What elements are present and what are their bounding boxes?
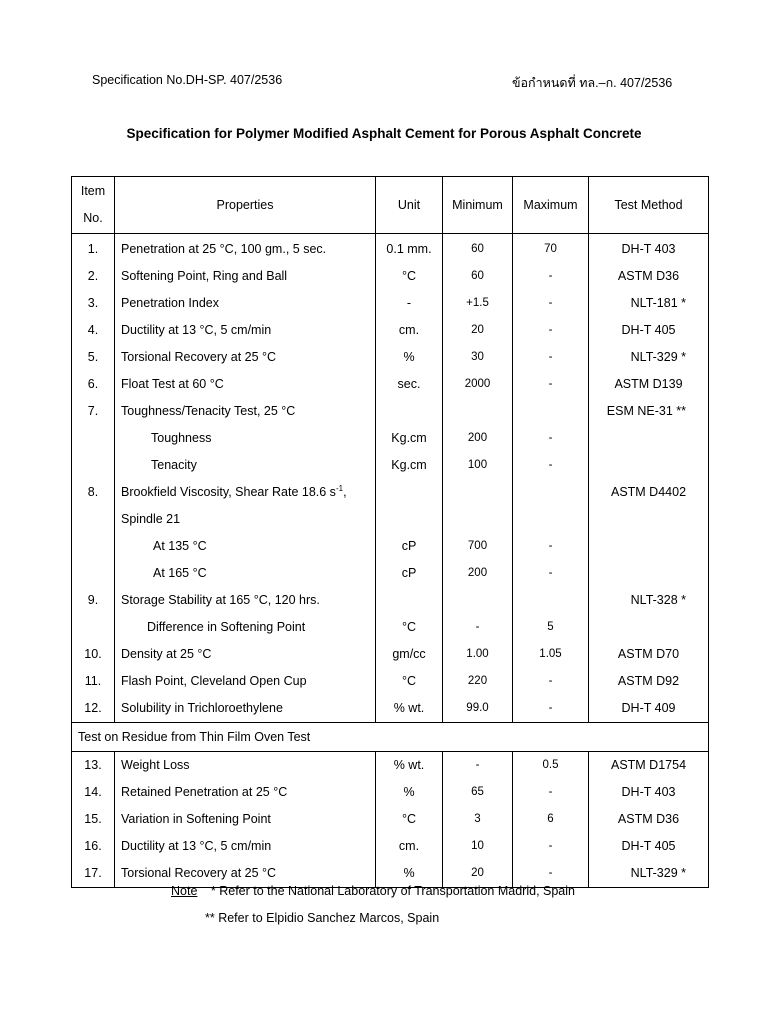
property-cell: Spindle 21 xyxy=(115,506,376,533)
property-superscript: -1 xyxy=(335,484,344,493)
minimum-cell: - xyxy=(443,614,513,641)
unit-cell: cm. xyxy=(376,317,443,344)
test-method-cell: DH-T 405 xyxy=(589,833,709,860)
test-method-cell: NLT-181 * xyxy=(589,290,709,317)
maximum-cell: 6 xyxy=(513,806,589,833)
item-no xyxy=(72,560,115,587)
minimum-cell: 700 xyxy=(443,533,513,560)
note-label: Note xyxy=(171,884,198,898)
unit-cell: °C xyxy=(376,614,443,641)
test-method-cell xyxy=(589,452,709,479)
minimum-cell: 1.00 xyxy=(443,641,513,668)
test-method-cell: DH-T 403 xyxy=(589,234,709,264)
table-row xyxy=(72,344,709,371)
property-cell: Ductility at 13 °C, 5 cm/min xyxy=(115,317,376,344)
table-row xyxy=(72,234,709,264)
table-row xyxy=(72,752,709,780)
table-row xyxy=(72,668,709,695)
specification-table xyxy=(71,176,709,888)
maximum-cell: 5 xyxy=(513,614,589,641)
item-no: 1. xyxy=(72,234,115,264)
item-no xyxy=(72,614,115,641)
property-cell: Softening Point, Ring and Ball xyxy=(115,263,376,290)
property-cell: Ductility at 13 °C, 5 cm/min xyxy=(115,833,376,860)
table-row xyxy=(72,806,709,833)
maximum-cell xyxy=(513,587,589,614)
maximum-cell: - xyxy=(513,425,589,452)
table-row xyxy=(72,452,709,479)
property-cell: Variation in Softening Point xyxy=(115,806,376,833)
header-minimum: Minimum xyxy=(443,177,513,234)
table-row xyxy=(72,506,709,533)
property-cell: Float Test at 60 °C xyxy=(115,371,376,398)
maximum-cell: - xyxy=(513,290,589,317)
header-maximum: Maximum xyxy=(513,177,589,234)
spec-number-thai: ข้อกำหนดที่ ทล.–ก. 407/2536 xyxy=(512,76,673,90)
maximum-cell: - xyxy=(513,860,589,888)
unit-cell xyxy=(376,479,443,506)
unit-cell: Kg.cm xyxy=(376,452,443,479)
item-no: 17. xyxy=(72,860,115,888)
property-cell: Retained Penetration at 25 °C xyxy=(115,779,376,806)
maximum-cell: - xyxy=(513,695,589,723)
maximum-cell xyxy=(513,398,589,425)
header-test-method: Test Method xyxy=(589,177,709,234)
table-row xyxy=(72,479,709,506)
test-method-cell: ASTM D70 xyxy=(589,641,709,668)
property-cell: Solubility in Trichloroethylene xyxy=(115,695,376,723)
minimum-cell: 2000 xyxy=(443,371,513,398)
minimum-cell: 10 xyxy=(443,833,513,860)
item-no xyxy=(72,506,115,533)
test-method-cell: DH-T 405 xyxy=(589,317,709,344)
minimum-cell: 20 xyxy=(443,317,513,344)
section-row xyxy=(72,723,709,752)
property-text: Brookfield Viscosity, Shear Rate 18.6 s xyxy=(121,485,336,499)
property-cell: Storage Stability at 165 °C, 120 hrs. xyxy=(115,587,376,614)
minimum-cell: 65 xyxy=(443,779,513,806)
note-1-text: * Refer to the National Laboratory of Transportation Madrid, Spain xyxy=(210,884,575,898)
maximum-cell: - xyxy=(513,533,589,560)
unit-cell: °C xyxy=(376,668,443,695)
test-method-cell: NLT-329 * xyxy=(589,860,709,888)
minimum-cell: +1.5 xyxy=(443,290,513,317)
document-title: Specification for Polymer Modified Asphalt Cement for Porous Asphalt Concrete xyxy=(126,126,642,141)
test-method-cell xyxy=(589,533,709,560)
test-method-cell: NLT-328 * xyxy=(589,587,709,614)
maximum-cell: - xyxy=(513,779,589,806)
property-cell: Density at 25 °C xyxy=(115,641,376,668)
minimum-cell xyxy=(443,587,513,614)
maximum-cell: - xyxy=(513,263,589,290)
unit-cell: % xyxy=(376,344,443,371)
property-cell: Toughness xyxy=(115,425,376,452)
maximum-cell: - xyxy=(513,560,589,587)
minimum-cell: 100 xyxy=(443,452,513,479)
unit-cell: gm/cc xyxy=(376,641,443,668)
table-row xyxy=(72,779,709,806)
minimum-cell: 30 xyxy=(443,344,513,371)
unit-cell: cP xyxy=(376,533,443,560)
maximum-cell: - xyxy=(513,371,589,398)
item-no: 8. xyxy=(72,479,115,506)
maximum-cell xyxy=(513,506,589,533)
section-title: Test on Residue from Thin Film Oven Test xyxy=(72,723,709,752)
spec-number: Specification No.DH-SP. 407/2536 xyxy=(92,73,283,87)
item-no: 15. xyxy=(72,806,115,833)
maximum-cell: 0.5 xyxy=(513,752,589,780)
test-method-cell xyxy=(589,560,709,587)
item-no: 13. xyxy=(72,752,115,780)
table-row xyxy=(72,371,709,398)
minimum-cell: - xyxy=(443,752,513,780)
table-row xyxy=(72,290,709,317)
test-method-cell: ASTM D36 xyxy=(589,263,709,290)
header-unit: Unit xyxy=(376,177,443,234)
item-no: 14. xyxy=(72,779,115,806)
test-method-cell: DH-T 403 xyxy=(589,779,709,806)
table-row xyxy=(72,560,709,587)
item-no xyxy=(72,533,115,560)
minimum-cell: 60 xyxy=(443,263,513,290)
item-no: 16. xyxy=(72,833,115,860)
header-item-no: Item No. xyxy=(72,177,115,234)
property-cell: Flash Point, Cleveland Open Cup xyxy=(115,668,376,695)
property-cell: At 135 °C xyxy=(115,533,376,560)
table-row xyxy=(72,833,709,860)
unit-cell: sec. xyxy=(376,371,443,398)
minimum-cell xyxy=(443,398,513,425)
unit-cell: 0.1 mm. xyxy=(376,234,443,264)
test-method-cell: ESM NE-31 ** xyxy=(589,398,709,425)
property-cell: Penetration Index xyxy=(115,290,376,317)
note-2: ** Refer to Elpidio Sanchez Marcos, Spain xyxy=(205,911,440,925)
test-method-cell: ASTM D139 xyxy=(589,371,709,398)
minimum-cell: 220 xyxy=(443,668,513,695)
item-no xyxy=(72,452,115,479)
unit-cell: % wt. xyxy=(376,695,443,723)
unit-cell xyxy=(376,587,443,614)
property-cell: Torsional Recovery at 25 °C xyxy=(115,344,376,371)
test-method-cell xyxy=(589,506,709,533)
property-cell: Toughness/Tenacity Test, 25 °C xyxy=(115,398,376,425)
table-row xyxy=(72,641,709,668)
table-row xyxy=(72,695,709,723)
property-cell: Weight Loss xyxy=(115,752,376,780)
table-row xyxy=(72,614,709,641)
property-cell: Penetration at 25 °C, 100 gm., 5 sec. xyxy=(115,234,376,264)
unit-cell: % xyxy=(376,860,443,888)
header-properties: Properties xyxy=(115,177,376,234)
table-row xyxy=(72,587,709,614)
unit-cell: - xyxy=(376,290,443,317)
minimum-cell: 200 xyxy=(443,560,513,587)
item-no: 4. xyxy=(72,317,115,344)
item-no: 6. xyxy=(72,371,115,398)
maximum-cell: - xyxy=(513,833,589,860)
unit-cell xyxy=(376,506,443,533)
note-1 xyxy=(171,884,575,898)
item-no xyxy=(72,425,115,452)
test-method-cell: ASTM D92 xyxy=(589,668,709,695)
test-method-cell: NLT-329 * xyxy=(589,344,709,371)
minimum-cell: 200 xyxy=(443,425,513,452)
item-no: 11. xyxy=(72,668,115,695)
unit-cell: cm. xyxy=(376,833,443,860)
item-no: 2. xyxy=(72,263,115,290)
minimum-cell: 99.0 xyxy=(443,695,513,723)
property-cell: Difference in Softening Point xyxy=(115,614,376,641)
maximum-cell: - xyxy=(513,452,589,479)
item-no: 9. xyxy=(72,587,115,614)
test-method-cell xyxy=(589,425,709,452)
unit-cell: °C xyxy=(376,263,443,290)
table-row xyxy=(72,533,709,560)
unit-cell xyxy=(376,398,443,425)
property-cell: At 165 °C xyxy=(115,560,376,587)
maximum-cell: 1.05 xyxy=(513,641,589,668)
table-row xyxy=(72,263,709,290)
table-row xyxy=(72,317,709,344)
unit-cell: % xyxy=(376,779,443,806)
table-header-row xyxy=(72,177,709,234)
minimum-cell: 60 xyxy=(443,234,513,264)
maximum-cell: - xyxy=(513,668,589,695)
item-no: 12. xyxy=(72,695,115,723)
property-cell: Torsional Recovery at 25 °C xyxy=(115,860,376,888)
unit-cell: Kg.cm xyxy=(376,425,443,452)
maximum-cell xyxy=(513,479,589,506)
maximum-cell: - xyxy=(513,317,589,344)
table-row xyxy=(72,398,709,425)
test-method-cell: DH-T 409 xyxy=(589,695,709,723)
test-method-cell: ASTM D1754 xyxy=(589,752,709,780)
minimum-cell xyxy=(443,506,513,533)
unit-cell: cP xyxy=(376,560,443,587)
test-method-cell xyxy=(589,614,709,641)
table-row xyxy=(72,425,709,452)
property-cell xyxy=(115,479,376,506)
minimum-cell: 20 xyxy=(443,860,513,888)
item-no: 10. xyxy=(72,641,115,668)
test-method-cell: ASTM D4402 xyxy=(589,479,709,506)
item-no: 7. xyxy=(72,398,115,425)
maximum-cell: - xyxy=(513,344,589,371)
minimum-cell xyxy=(443,479,513,506)
unit-cell: % wt. xyxy=(376,752,443,780)
item-no: 5. xyxy=(72,344,115,371)
test-method-cell: ASTM D36 xyxy=(589,806,709,833)
property-cell: Tenacity xyxy=(115,452,376,479)
unit-cell: °C xyxy=(376,806,443,833)
minimum-cell: 3 xyxy=(443,806,513,833)
property-tail: , xyxy=(343,485,347,499)
item-no: 3. xyxy=(72,290,115,317)
maximum-cell: 70 xyxy=(513,234,589,264)
